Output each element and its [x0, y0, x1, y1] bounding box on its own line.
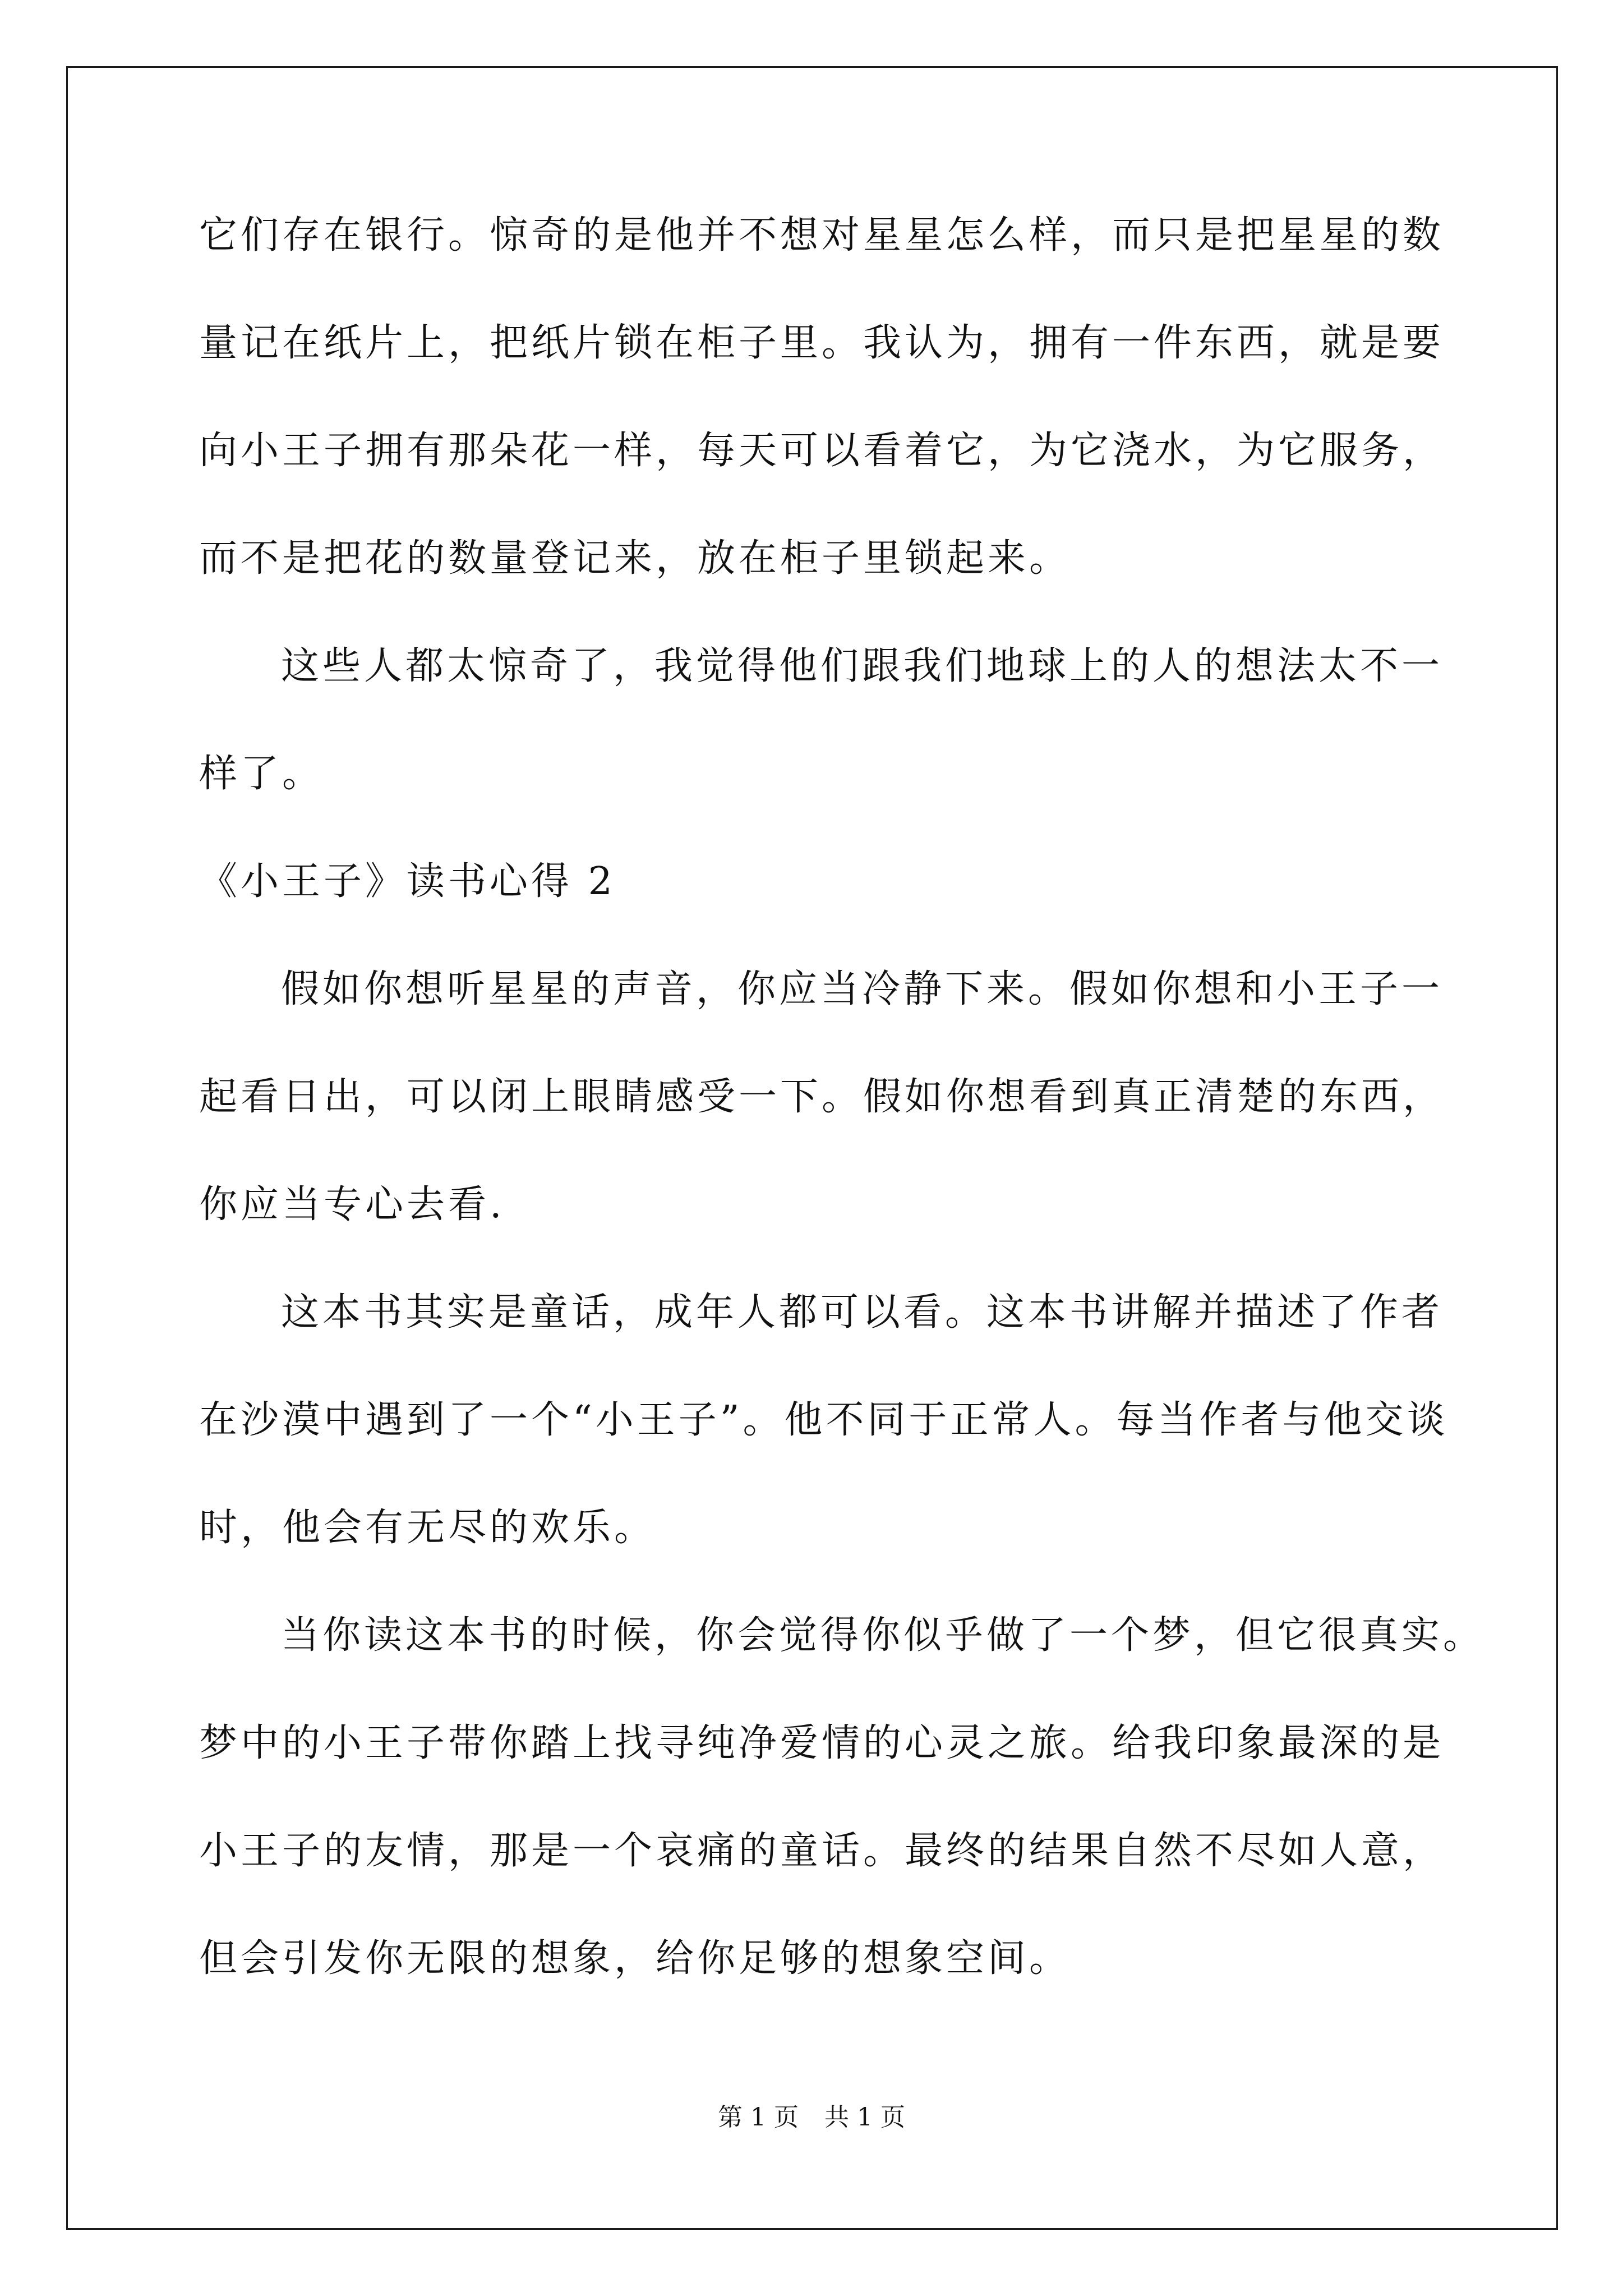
paragraph-line: 量记在纸片上，把纸片锁在柜子里。我认为，拥有一件东西，就是要 — [199, 321, 1445, 365]
paragraph-line: 时，他会有无尽的欢乐。 — [199, 1506, 656, 1550]
paragraph-line: 它们存在银行。惊奇的是他并不想对星星怎么样，而只是把星星的数 — [199, 213, 1445, 257]
page-total: 共 1 页 — [824, 2103, 905, 2132]
paragraph-line: 样了。 — [199, 752, 324, 796]
paragraph-line: 假如你想听星星的声音，你应当冷静下来。假如你想和小王子一 — [281, 967, 1444, 1011]
paragraph-line: 起看日出，可以闭上眼睛感受一下。假如你想看到真正清楚的东西， — [199, 1075, 1445, 1119]
paragraph-line: 这些人都太惊奇了，我觉得他们跟我们地球上的人的想法太不一 — [281, 644, 1444, 688]
paragraph-line: 这本书其实是童话，成年人都可以看。这本书讲解并描述了作者 — [281, 1290, 1444, 1335]
section-heading: 《小王子》读书心得 2 — [199, 859, 616, 904]
paragraph-line: 小王子的友情，那是一个哀痛的童话。最终的结果自然不尽如人意， — [199, 1829, 1445, 1873]
paragraph-line: 向小王子拥有那朵花一样，每天可以看着它，为它浇水，为它服务， — [199, 429, 1445, 473]
page-number: 第 1 页 — [718, 2103, 799, 2132]
paragraph-line: 在沙漠中遇到了一个“小王子”。他不同于正常人。每当作者与他交谈 — [199, 1398, 1449, 1442]
page-border — [66, 66, 1558, 2230]
paragraph-line: 而不是把花的数量登记来，放在柜子里锁起来。 — [199, 536, 1071, 581]
page-footer — [0, 2101, 1623, 2134]
paragraph-line: 当你读这本书的时候，你会觉得你似乎做了一个梦，但它很真实。 — [281, 1613, 1485, 1658]
paragraph-line: 梦中的小王子带你踏上找寻纯净爱情的心灵之旅。给我印象最深的是 — [199, 1721, 1445, 1765]
paragraph-line: 你应当专心去看. — [199, 1182, 505, 1227]
paragraph-line: 但会引发你无限的想象，给你足够的想象空间。 — [199, 1936, 1071, 1981]
